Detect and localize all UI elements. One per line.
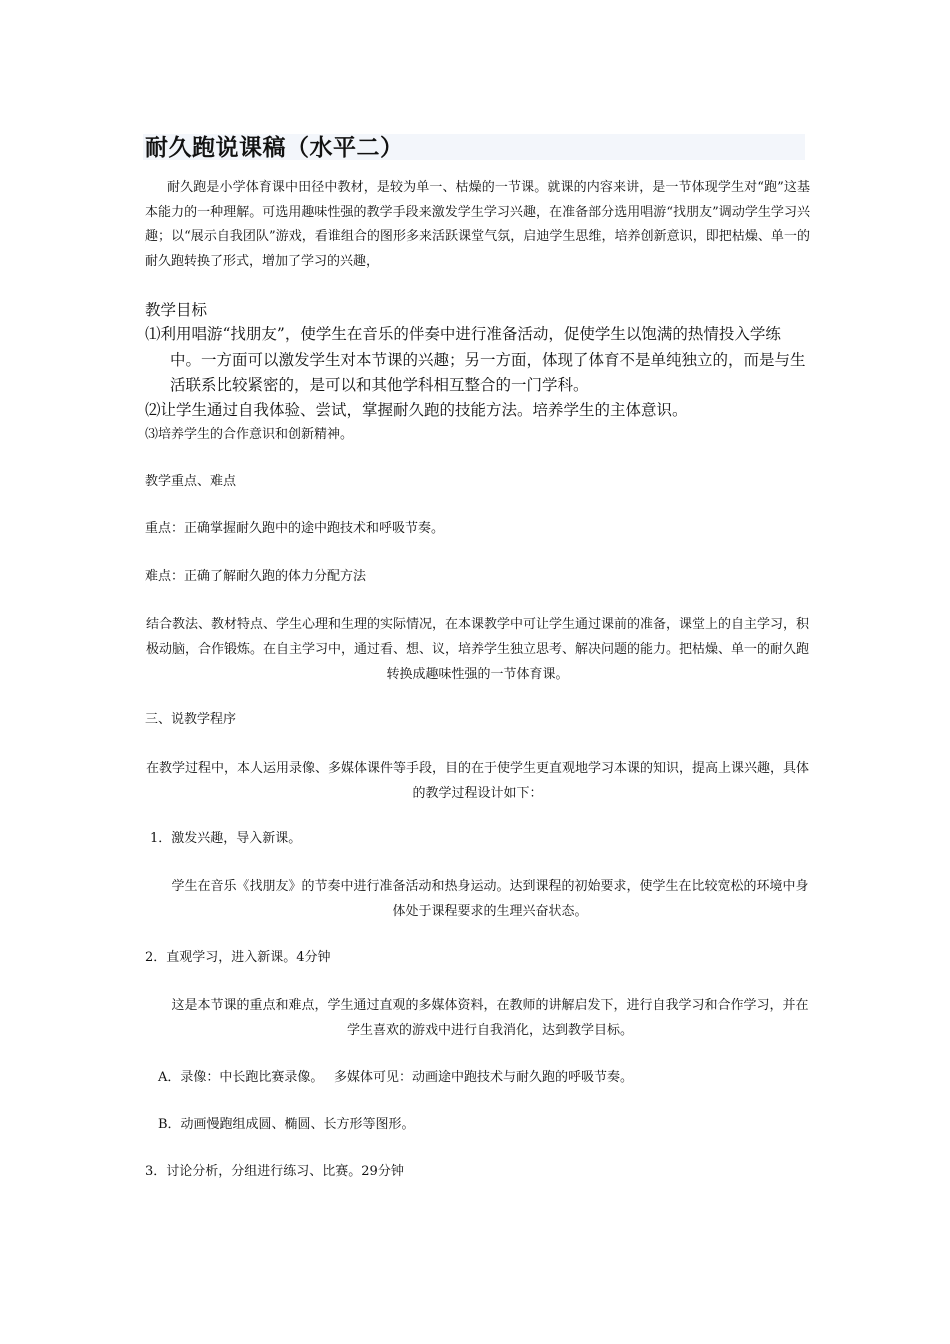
goal-item-3: ⑶培养学生的合作意识和创新精神。 (145, 427, 354, 442)
step-1-title: 1．激发兴趣，导入新课。 (150, 831, 302, 846)
step-1-text: 学生在音乐《找朋友》的节奏中进行准备活动和热身运动。达到课程的初始要求，使学生在比较宽松的环境中身体处于课程要求的生理兴奋状态。 (171, 879, 809, 919)
difficulty-text: 难点：正确了解耐久跑的体力分配方法 (145, 569, 367, 584)
goals-heading: 教学目标 (145, 301, 208, 319)
method-paragraph: 结合教法、教材特点、学生心理和生理的实际情况，在本课教学中可让学生通过课前的准备，课堂上的自主学习，积极动脑，合作锻炼。在自主学习中，通过看、想、议，培养学生独立思考、解决问题的能力。把枯燥、单一的耐久跑转换成趣味性强的一节体育课。 (145, 617, 809, 682)
key-points-heading: 教学重点、难点 (145, 474, 237, 489)
goal-item-1: ⑴利用唱游“找朋友”，使学生在音乐的伴奏中进行准备活动，促使学生以饱满的热情投入学练中。一方面可以激发学生对本节课的兴趣；另一方面，体现了体育不是单纯独立的，而是与生活联系比较紧密的，是可以和其他学科相互整合的一门学科。 (145, 325, 806, 394)
step-2-text: 这是本节课的重点和难点，学生通过直观的多媒体资料，在教师的讲解启发下，进行自我学习和合作学习，并在学生喜欢的游戏中进行自我消化，达到教学目标。 (171, 998, 809, 1038)
goal-item-2: ⑵让学生通过自我体验、尝试，掌握耐久跑的技能方法。培养学生的主体意识。 (145, 401, 688, 419)
intro-paragraph: 耐久跑是小学体育课中田径中教材，是较为单一、枯燥的一节课。就课的内容来讲，是一节体现学生对“跑”这基本能力的一种理解。可选用趣味性强的教学手段来激发学生学习兴趣，在准备部分选用唱游“找朋友”调动学生学习兴趣；以“展示自我团队”游戏，看谁组合的图形多来活跃课堂气氛，启迪学生思维，培养创新意识，即把枯燥、单一的耐久跑转换了形式，增加了学习的兴趣， (145, 180, 810, 269)
item-b: B．动画慢跑组成圆、椭圆、长方形等图形。 (158, 1117, 415, 1132)
step-3-title: 3．讨论分析，分组进行练习、比赛。29分钟 (145, 1164, 404, 1179)
item-a: A．录像：中长跑比赛录像。 多媒体可见：动画途中跑技术与耐久跑的呼吸节奏。 (158, 1070, 634, 1085)
procedure-intro: 在教学过程中，本人运用录像、多媒体课件等手段，目的在于使学生更直观地学习本课的知识，提高上课兴趣，具体的教学过程设计如下： (145, 761, 809, 801)
document-title: 耐久跑说课稿（水平二） (145, 134, 404, 161)
procedure-heading: 三、说教学程序 (145, 712, 237, 727)
step-2-title: 2．直观学习，进入新课。4分钟 (145, 950, 331, 965)
key-point-text: 重点：正确掌握耐久跑中的途中跑技术和呼吸节奏。 (145, 521, 445, 536)
